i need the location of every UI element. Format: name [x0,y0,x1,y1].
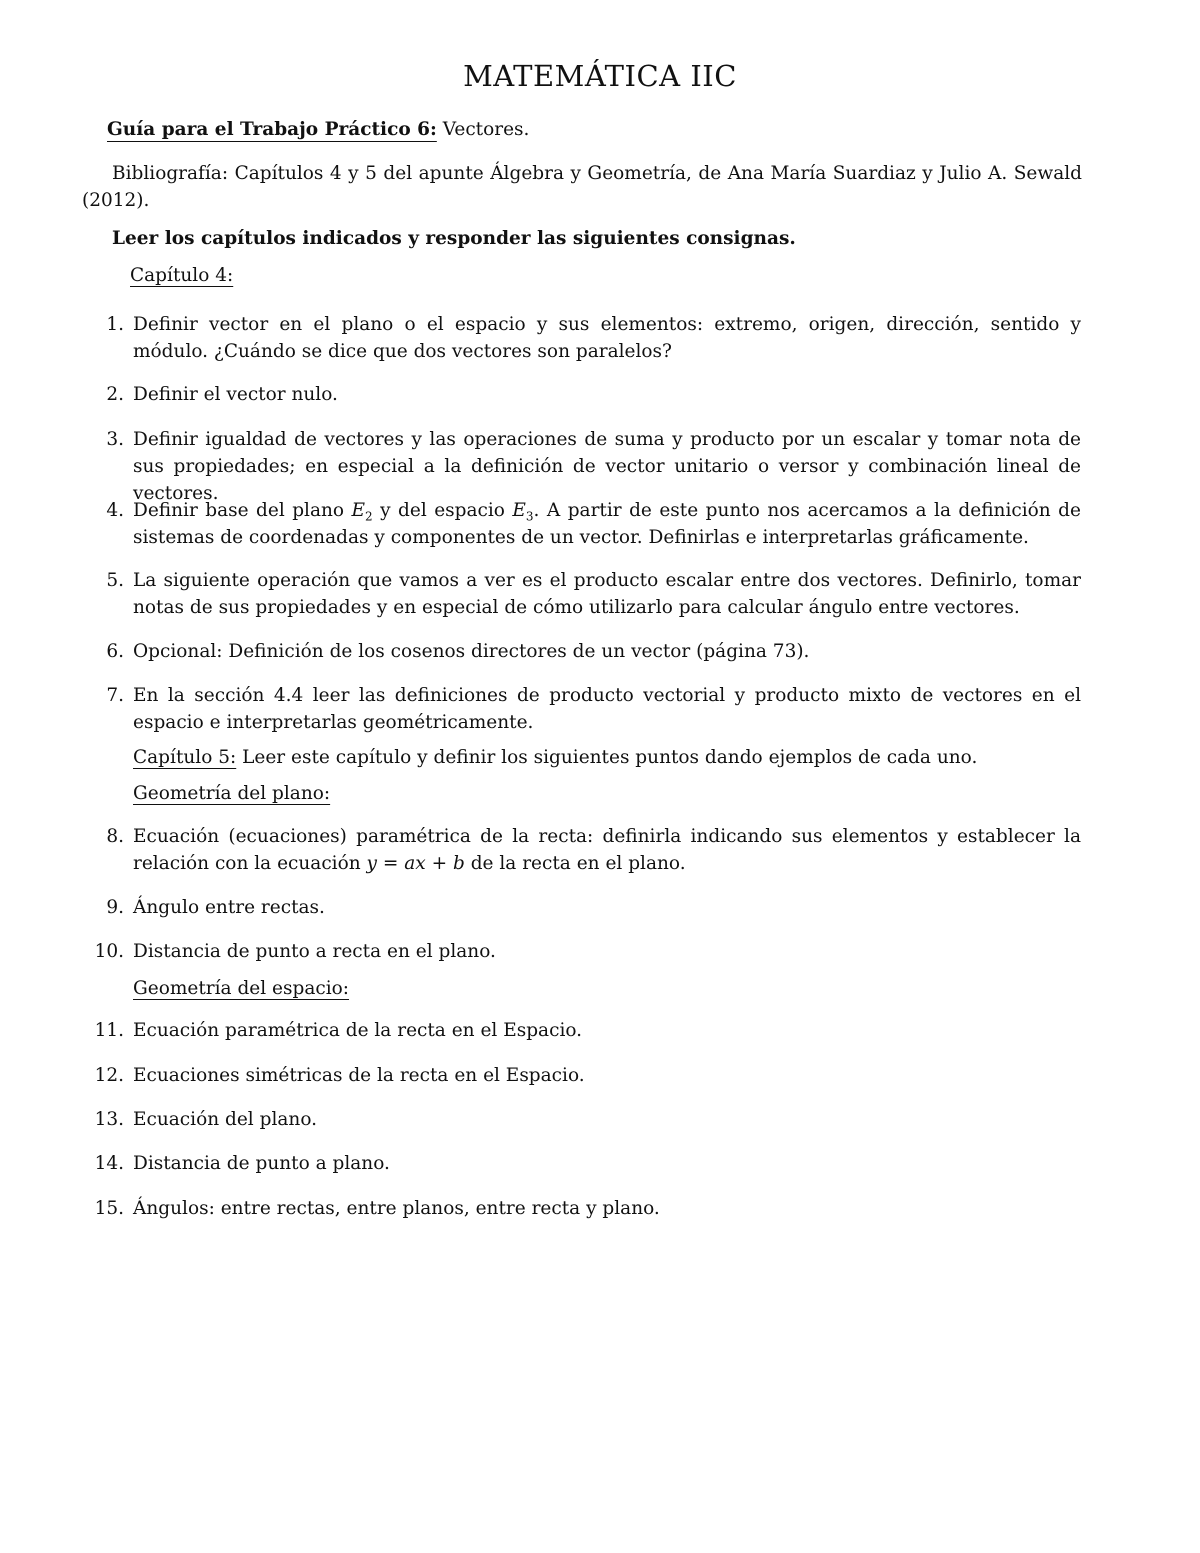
guide-topic: Vectores. [436,119,530,140]
item-number: 1. [106,314,124,335]
item-number: 10. [94,941,124,962]
item-text: Definir igualdad de vectores y las operaciones de suma y producto por un escalar y tomar nota de sus propiedades; en especial a la definición de vector unitario o versor y combinación lineal de vectores. [133,429,1081,504]
item-text: Ecuación del plano. [133,1109,318,1130]
item-number: 5. [106,570,124,591]
item-text: La siguiente operación que vamos a ver es el producto escalar entre dos vectores. Definirlo, tomar notas de sus propiedades y en especial de cómo utilizarlo para calcular ángulo entre vectores. [133,570,1081,618]
section-plane: Geometría del plano: [133,783,331,804]
item-text-part: . A partir de este punto nos acercamos a la definición de sistemas de coordenadas y componentes de un vector. Definirlas e interpretarlas gráficamente. [133,500,1081,548]
item-number: 8. [106,826,124,847]
math-subscript: 3 [525,509,534,524]
item-text: Ángulos: entre rectas, entre planos, entre recta y plano. [133,1198,660,1219]
item-number: 7. [106,685,124,706]
item-text [133,497,1081,551]
item-text: Distancia de punto a plano. [133,1153,390,1174]
item-text: Ecuaciones simétricas de la recta en el Espacio. [133,1065,585,1086]
chapter-5-line [133,744,977,771]
math-subscript: 2 [365,509,373,524]
math-symbol: E [351,500,366,521]
item-number: 12. [94,1065,124,1086]
item-number: 4. [106,500,124,521]
math-equation: y = ax + b [366,853,465,874]
page-title: MATEMÁTICA IIC [463,59,737,93]
item-text: En la sección 4.4 leer las definiciones de producto vectorial y producto mixto de vectores en el espacio e interpretarlas geométricamente. [133,685,1081,733]
math-symbol: E [512,500,526,521]
item-text-part: Definir base del plano [133,500,352,521]
item-number: 3. [106,429,124,450]
guide-title: Guía para el Trabajo Práctico 6: [107,119,437,140]
item-text: Definir vector en el plano o el espacio y sus elementos: extremo, origen, dirección, sentido y módulo. ¿Cuándo se dice que dos vectores son paralelos? [133,314,1081,362]
item-number: 15. [94,1198,124,1219]
item-text: Ecuación paramétrica de la recta en el Espacio. [133,1020,583,1041]
item-text-part: de la recta en el plano. [464,853,686,874]
chapter-5-label: Capítulo 5: [133,747,237,768]
item-text-part: Ecuación (ecuaciones) paramétrica de la recta: definirla indicando sus elementos y establecer la relación con la ecuación [133,826,1081,874]
chapter-5-text: Leer este capítulo y definir los siguientes puntos dando ejemplos de cada uno. [236,747,978,768]
item-text: Opcional: Definición de los cosenos directores de un vector (página 73). [133,641,810,662]
item-text-part: y del espacio [372,500,513,521]
item-number: 2. [106,384,124,405]
item-number: 6. [106,641,124,662]
item-number: 11. [94,1020,124,1041]
item-text: Distancia de punto a recta en el plano. [133,941,496,962]
bibliography: Bibliografía: Capítulos 4 y 5 del apunte Álgebra y Geometría, de Ana María Suardiaz y Julio A. Sewald (2012). [82,163,1082,211]
item-number: 14. [94,1153,124,1174]
item-text [133,823,1081,877]
section-space: Geometría del espacio: [133,978,350,999]
chapter-4-label: Capítulo 4: [130,265,234,286]
item-text: Ángulo entre rectas. [133,897,325,918]
item-number: 13. [94,1109,124,1130]
item-number: 9. [106,897,124,918]
instruction: Leer los capítulos indicados y responder las siguientes consignas. [112,228,796,249]
item-text: Definir el vector nulo. [133,384,338,405]
guide-heading [107,116,1107,143]
